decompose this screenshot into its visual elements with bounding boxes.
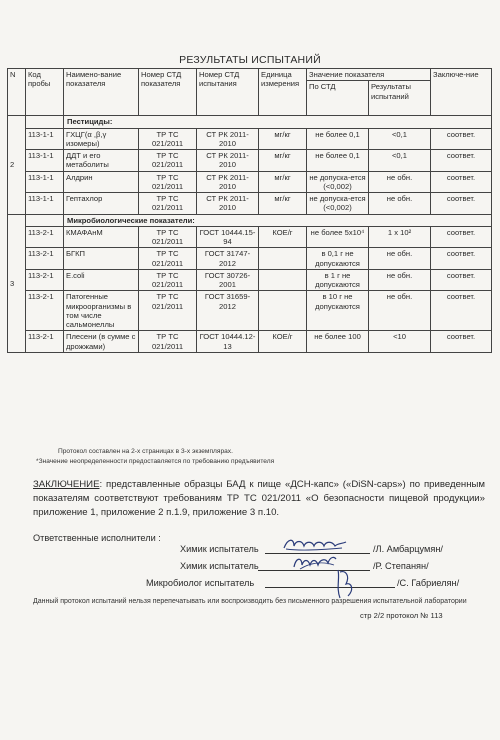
cell-conclusion: соответ. <box>431 269 492 291</box>
cell-result: не обн. <box>369 193 431 215</box>
cell-unit: КОЕ/г <box>259 331 307 353</box>
cell-norm: не допуска-ется (<0,002) <box>307 193 369 215</box>
cell-norm: в 1 г не допускаются <box>307 269 369 291</box>
section-label: Микробиологические показатели: <box>64 214 492 226</box>
footnote-pages: Протокол составлен на 2-х страницах в 3-х экземплярах. <box>58 448 233 455</box>
header-n: N <box>8 69 26 116</box>
cell-method: ГОСТ 31747-2012 <box>197 248 259 270</box>
cell-name: Гептахлор <box>64 193 139 215</box>
cell-code: 113-2-1 <box>26 248 64 270</box>
section-number: 3 <box>8 214 26 352</box>
cell-std: ТР ТС 021/2011 <box>139 331 197 353</box>
cell-unit: мг/кг <box>259 193 307 215</box>
responsible-label: Ответственные исполнители : <box>33 533 161 543</box>
signer-name-2: /Р. Степанян/ <box>373 561 429 571</box>
cell-code: 113-2-1 <box>26 291 64 331</box>
header-code: Код пробы <box>26 69 64 116</box>
header-by-std: По СТД <box>307 81 369 116</box>
cell-method: СТ РК 2011-2010 <box>197 193 259 215</box>
cell-result: не обн. <box>369 269 431 291</box>
signer-role-3: Микробиолог испытатель <box>146 578 255 588</box>
cell-unit: КОЕ/г <box>259 226 307 248</box>
cell-method: СТ РК 2011-2010 <box>197 150 259 172</box>
results-body <box>8 116 492 353</box>
signature-3 <box>330 566 360 602</box>
conclusion-lead: ЗАКЛЮЧЕНИЕ <box>33 479 100 490</box>
cell-unit <box>259 269 307 291</box>
section-number: 2 <box>8 116 26 214</box>
cell-code: 113-2-1 <box>26 226 64 248</box>
cell-name: ГХЦГ(α ,β,γ изомеры) <box>64 128 139 150</box>
cell-std: ТР ТС 021/2011 <box>139 269 197 291</box>
cell-unit: мг/кг <box>259 150 307 172</box>
conclusion-text: : представленные образцы БАД к пище «ДСН-капс» («DiSN-caps») по приведенным показателям соответствуют требованиям ТР ТС 021/2011 «О безопасности пищевой продукции» приложение 1, приложение 2 п.1.9, приложение 3 п.10. <box>33 479 485 518</box>
cell-code: 113-1-1 <box>26 171 64 193</box>
disclaimer: Данный протокол испытаний нельзя перепечатывать или воспроизводить без письменного разрешения испытательной лаборатории <box>33 598 467 605</box>
footnote-uncertainty: *Значение неопределенности предоставляется по требованию предъявителя <box>36 458 275 465</box>
cell-std: ТР ТС 021/2011 <box>139 248 197 270</box>
cell-conclusion: соответ. <box>431 226 492 248</box>
header-method: Номер СТД испытания <box>197 69 259 116</box>
cell-conclusion: соответ. <box>431 193 492 215</box>
cell-conclusion: соответ. <box>431 150 492 172</box>
table-row <box>8 226 492 248</box>
cell-code: 113-1-1 <box>26 128 64 150</box>
cell-norm: в 0,1 г не допускаются <box>307 248 369 270</box>
cell-std: ТР ТС 021/2011 <box>139 128 197 150</box>
cell-norm: не более 5х10⁴ <box>307 226 369 248</box>
cell-code: 113-1-1 <box>26 193 64 215</box>
cell-unit <box>259 291 307 331</box>
table-row <box>8 128 492 150</box>
conclusion-block <box>33 478 485 520</box>
header-row <box>8 69 492 81</box>
cell-result: не обн. <box>369 248 431 270</box>
cell-conclusion: соответ. <box>431 331 492 353</box>
cell-name: Патогенные микроорганизмы в том числе сальмонеллы <box>64 291 139 331</box>
cell-name: Плесени (в сумме с дрожжами) <box>64 331 139 353</box>
cell-method: СТ РК 2011-2010 <box>197 128 259 150</box>
cell-std: ТР ТС 021/2011 <box>139 150 197 172</box>
cell-conclusion: соответ. <box>431 291 492 331</box>
cell-result: не обн. <box>369 291 431 331</box>
cell-std: ТР ТС 021/2011 <box>139 193 197 215</box>
cell-conclusion: соответ. <box>431 171 492 193</box>
table-row <box>8 331 492 353</box>
header-std: Номер СТД показателя <box>139 69 197 116</box>
cell-name: Алдрин <box>64 171 139 193</box>
cell-std: ТР ТС 021/2011 <box>139 291 197 331</box>
cell-result: 1 х 10² <box>369 226 431 248</box>
signer-role-2: Химик испытатель <box>180 561 259 571</box>
cell-result: <0,1 <box>369 150 431 172</box>
cell-result: <10 <box>369 331 431 353</box>
table-row <box>8 269 492 291</box>
document-title: РЕЗУЛЬТАТЫ ИСПЫТАНИЙ <box>179 54 321 66</box>
cell-norm: не более 100 <box>307 331 369 353</box>
cell-conclusion: соответ. <box>431 128 492 150</box>
header-results: Результаты испытаний <box>369 81 431 116</box>
cell-result: не обн. <box>369 171 431 193</box>
cell-method: ГОСТ 10444.12-13 <box>197 331 259 353</box>
table-row <box>8 291 492 331</box>
cell-unit: мг/кг <box>259 171 307 193</box>
table-row <box>8 150 492 172</box>
header-unit: Единица измерения <box>259 69 307 116</box>
signer-name-3: /С. Габриелян/ <box>397 578 460 588</box>
cell-norm: не более 0,1 <box>307 150 369 172</box>
cell-std: ТР ТС 021/2011 <box>139 226 197 248</box>
section-blank-cell <box>26 116 64 128</box>
cell-code: 113-2-1 <box>26 269 64 291</box>
section-row <box>8 214 492 226</box>
cell-method: ГОСТ 10444.15-94 <box>197 226 259 248</box>
cell-name: ДДТ и его метаболиты <box>64 150 139 172</box>
table-row <box>8 248 492 270</box>
cell-method: ГОСТ 31659-2012 <box>197 291 259 331</box>
cell-norm: в 10 г не допускаются <box>307 291 369 331</box>
cell-name: БГКП <box>64 248 139 270</box>
cell-code: 113-1-1 <box>26 150 64 172</box>
header-values: Значение показателя <box>307 69 431 81</box>
cell-norm: не более 0,1 <box>307 128 369 150</box>
signer-role-1: Химик испытатель <box>180 544 259 554</box>
cell-result: <0,1 <box>369 128 431 150</box>
page-number: стр 2/2 протокол № 113 <box>360 611 443 620</box>
results-table <box>7 68 492 353</box>
cell-std: ТР ТС 021/2011 <box>139 171 197 193</box>
section-blank-cell <box>26 214 64 226</box>
cell-method: ГОСТ 30726-2001 <box>197 269 259 291</box>
cell-name: E.coli <box>64 269 139 291</box>
cell-norm: не допуска-ется (<0,002) <box>307 171 369 193</box>
header-conclusion: Заключе-ние <box>431 69 492 116</box>
cell-conclusion: соответ. <box>431 248 492 270</box>
cell-name: КМАФАнМ <box>64 226 139 248</box>
signer-name-1: /Л. Амбарцумян/ <box>373 544 443 554</box>
header-name: Наимено-вание показателя <box>64 69 139 116</box>
cell-unit: мг/кг <box>259 128 307 150</box>
signature-1 <box>280 536 350 554</box>
cell-unit <box>259 248 307 270</box>
cell-code: 113-2-1 <box>26 331 64 353</box>
cell-method: СТ РК 2011-2010 <box>197 171 259 193</box>
section-row <box>8 116 492 128</box>
section-label: Пестициды: <box>64 116 492 128</box>
table-row <box>8 171 492 193</box>
table-row <box>8 193 492 215</box>
